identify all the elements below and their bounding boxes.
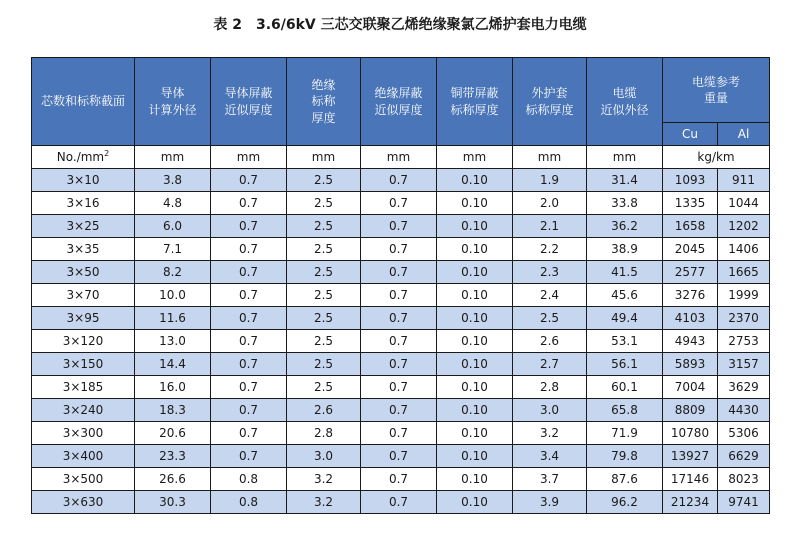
table-row [32, 215, 770, 238]
cell-conductor-diameter: 10.0 [135, 284, 211, 307]
cell-insulation-thickness: 3.2 [287, 468, 361, 491]
header-weight: 电缆参考 重量 [663, 58, 770, 123]
cell-weight-al: 8023 [718, 468, 770, 491]
cell-conductor-diameter: 7.1 [135, 238, 211, 261]
table-row [32, 376, 770, 399]
cell-cable-diameter: 71.9 [587, 422, 663, 445]
unit-conductor-screen: mm [211, 146, 287, 169]
cell-weight-cu: 1658 [663, 215, 718, 238]
header-conductor-screen: 导体屏蔽 近似厚度 [211, 58, 287, 146]
cell-insulation-thickness: 2.8 [287, 422, 361, 445]
cell-copper-tape: 0.10 [437, 192, 513, 215]
cell-conductor-screen: 0.7 [211, 215, 287, 238]
header-weight-cu: Cu [663, 123, 718, 146]
cell-copper-tape: 0.10 [437, 215, 513, 238]
cell-spec: 3×400 [32, 445, 135, 468]
cell-cable-diameter: 65.8 [587, 399, 663, 422]
cell-cable-diameter: 79.8 [587, 445, 663, 468]
cell-weight-cu: 8809 [663, 399, 718, 422]
cell-insulation-screen: 0.7 [361, 353, 437, 376]
table-row [32, 445, 770, 468]
header-spec: 芯数和标称截面 [32, 58, 135, 146]
cell-cable-diameter: 53.1 [587, 330, 663, 353]
unit-insulation-screen: mm [361, 146, 437, 169]
header-insulation-thickness: 绝缘 标称 厚度 [287, 58, 361, 146]
cell-weight-al: 1044 [718, 192, 770, 215]
cable-spec-table [31, 57, 770, 514]
cell-conductor-diameter: 8.2 [135, 261, 211, 284]
cell-outer-sheath: 2.5 [513, 307, 587, 330]
cell-cable-diameter: 87.6 [587, 468, 663, 491]
cell-conductor-screen: 0.7 [211, 376, 287, 399]
cell-cable-diameter: 36.2 [587, 215, 663, 238]
cell-outer-sheath: 2.2 [513, 238, 587, 261]
unit-spec: $No./mm^2$ [32, 146, 135, 169]
cell-outer-sheath: 3.7 [513, 468, 587, 491]
cell-copper-tape: 0.10 [437, 307, 513, 330]
table-row [32, 422, 770, 445]
cell-copper-tape: 0.10 [437, 353, 513, 376]
cell-weight-cu: 7004 [663, 376, 718, 399]
cell-weight-cu: 10780 [663, 422, 718, 445]
unit-weight: kg/km [663, 146, 770, 169]
cell-weight-al: 911 [718, 169, 770, 192]
cell-spec: 3×50 [32, 261, 135, 284]
header-weight-al: Al [718, 123, 770, 146]
cell-outer-sheath: 3.9 [513, 491, 587, 514]
cell-cable-diameter: 31.4 [587, 169, 663, 192]
cell-weight-cu: 17146 [663, 468, 718, 491]
cell-outer-sheath: 2.8 [513, 376, 587, 399]
table-row [32, 307, 770, 330]
cell-insulation-screen: 0.7 [361, 169, 437, 192]
cell-spec: 3×300 [32, 422, 135, 445]
cell-weight-al: 1665 [718, 261, 770, 284]
cell-conductor-screen: 0.7 [211, 284, 287, 307]
cell-weight-cu: 13927 [663, 445, 718, 468]
cell-conductor-screen: 0.8 [211, 491, 287, 514]
cell-insulation-thickness: 3.2 [287, 491, 361, 514]
cell-outer-sheath: 2.4 [513, 284, 587, 307]
cell-conductor-diameter: 4.8 [135, 192, 211, 215]
cell-weight-al: 9741 [718, 491, 770, 514]
cell-spec: 3×16 [32, 192, 135, 215]
cell-weight-cu: 2045 [663, 238, 718, 261]
cell-weight-al: 3629 [718, 376, 770, 399]
cell-outer-sheath: 2.3 [513, 261, 587, 284]
cell-spec: 3×630 [32, 491, 135, 514]
cell-conductor-diameter: 23.3 [135, 445, 211, 468]
cell-spec: 3×10 [32, 169, 135, 192]
cell-insulation-thickness: 2.5 [287, 192, 361, 215]
cell-insulation-thickness: 2.5 [287, 215, 361, 238]
header-outer-sheath: 外护套 标称厚度 [513, 58, 587, 146]
table-row [32, 261, 770, 284]
cell-outer-sheath: 2.6 [513, 330, 587, 353]
cell-copper-tape: 0.10 [437, 376, 513, 399]
cell-outer-sheath: 2.0 [513, 192, 587, 215]
cell-insulation-thickness: 2.5 [287, 376, 361, 399]
cell-conductor-diameter: 6.0 [135, 215, 211, 238]
header-conductor-diameter: 导体 计算外径 [135, 58, 211, 146]
cell-spec: 3×500 [32, 468, 135, 491]
cell-weight-cu: 21234 [663, 491, 718, 514]
cell-insulation-screen: 0.7 [361, 238, 437, 261]
cell-conductor-screen: 0.7 [211, 330, 287, 353]
cell-insulation-screen: 0.7 [361, 261, 437, 284]
cell-spec: 3×70 [32, 284, 135, 307]
table-row [32, 353, 770, 376]
cell-insulation-screen: 0.7 [361, 307, 437, 330]
cell-outer-sheath: 3.4 [513, 445, 587, 468]
cell-insulation-thickness: 2.5 [287, 169, 361, 192]
unit-outer-sheath: mm [513, 146, 587, 169]
cell-conductor-diameter: 13.0 [135, 330, 211, 353]
cell-weight-cu: 4103 [663, 307, 718, 330]
cell-insulation-thickness: 2.5 [287, 353, 361, 376]
header-cable-diameter: 电缆 近似外径 [587, 58, 663, 146]
header-insulation-screen: 绝缘屏蔽 近似厚度 [361, 58, 437, 146]
cell-conductor-screen: 0.7 [211, 238, 287, 261]
cell-weight-cu: 1093 [663, 169, 718, 192]
cell-conductor-screen: 0.7 [211, 445, 287, 468]
cell-copper-tape: 0.10 [437, 445, 513, 468]
cell-cable-diameter: 60.1 [587, 376, 663, 399]
cell-conductor-diameter: 18.3 [135, 399, 211, 422]
cell-spec: 3×95 [32, 307, 135, 330]
cell-weight-cu: 1335 [663, 192, 718, 215]
cell-cable-diameter: 33.8 [587, 192, 663, 215]
cell-weight-al: 6629 [718, 445, 770, 468]
cell-weight-al: 3157 [718, 353, 770, 376]
cell-insulation-thickness: 2.5 [287, 307, 361, 330]
cell-conductor-diameter: 26.6 [135, 468, 211, 491]
cell-insulation-screen: 0.7 [361, 215, 437, 238]
cell-insulation-screen: 0.7 [361, 192, 437, 215]
cell-outer-sheath: 3.2 [513, 422, 587, 445]
cell-conductor-diameter: 3.8 [135, 169, 211, 192]
cell-insulation-thickness: 2.5 [287, 238, 361, 261]
cell-insulation-screen: 0.7 [361, 284, 437, 307]
table-row [32, 399, 770, 422]
cell-conductor-diameter: 14.4 [135, 353, 211, 376]
cell-copper-tape: 0.10 [437, 238, 513, 261]
cell-weight-al: 2370 [718, 307, 770, 330]
cell-weight-cu: 3276 [663, 284, 718, 307]
table-row [32, 169, 770, 192]
cell-outer-sheath: 3.0 [513, 399, 587, 422]
cell-insulation-screen: 0.7 [361, 445, 437, 468]
header-copper-tape-screen: 铜带屏蔽 标称厚度 [437, 58, 513, 146]
cell-spec: 3×150 [32, 353, 135, 376]
cell-cable-diameter: 41.5 [587, 261, 663, 284]
cell-conductor-screen: 0.7 [211, 307, 287, 330]
cell-insulation-thickness: 2.5 [287, 330, 361, 353]
cell-insulation-screen: 0.7 [361, 491, 437, 514]
cell-cable-diameter: 45.6 [587, 284, 663, 307]
cell-insulation-screen: 0.7 [361, 330, 437, 353]
cell-cable-diameter: 96.2 [587, 491, 663, 514]
cell-weight-al: 1202 [718, 215, 770, 238]
cell-insulation-thickness: 2.5 [287, 284, 361, 307]
cell-conductor-screen: 0.7 [211, 353, 287, 376]
cell-conductor-screen: 0.7 [211, 422, 287, 445]
table-title: 表 2 3.6/6kV 三芯交联聚乙烯绝缘聚氯乙烯护套电力电缆 [213, 17, 587, 33]
table-row [32, 491, 770, 514]
cell-cable-diameter: 49.4 [587, 307, 663, 330]
cell-copper-tape: 0.10 [437, 468, 513, 491]
cell-insulation-screen: 0.7 [361, 399, 437, 422]
table-row [32, 330, 770, 353]
table-row [32, 192, 770, 215]
cell-spec: 3×240 [32, 399, 135, 422]
cell-conductor-screen: 0.7 [211, 399, 287, 422]
cell-conductor-screen: 0.7 [211, 169, 287, 192]
cell-conductor-diameter: 30.3 [135, 491, 211, 514]
cell-copper-tape: 0.10 [437, 399, 513, 422]
cell-insulation-screen: 0.7 [361, 468, 437, 491]
cell-outer-sheath: 2.1 [513, 215, 587, 238]
table-row [32, 284, 770, 307]
cell-spec: 3×185 [32, 376, 135, 399]
cell-outer-sheath: 2.7 [513, 353, 587, 376]
cell-conductor-diameter: 16.0 [135, 376, 211, 399]
unit-cable-diameter: mm [587, 146, 663, 169]
cell-cable-diameter: 56.1 [587, 353, 663, 376]
cell-copper-tape: 0.10 [437, 491, 513, 514]
cell-copper-tape: 0.10 [437, 330, 513, 353]
cell-insulation-thickness: 3.0 [287, 445, 361, 468]
cell-weight-al: 2753 [718, 330, 770, 353]
cell-copper-tape: 0.10 [437, 422, 513, 445]
cell-copper-tape: 0.10 [437, 169, 513, 192]
cell-weight-al: 1999 [718, 284, 770, 307]
cell-outer-sheath: 1.9 [513, 169, 587, 192]
cell-spec: 3×120 [32, 330, 135, 353]
cell-conductor-screen: 0.7 [211, 192, 287, 215]
cell-insulation-thickness: 2.6 [287, 399, 361, 422]
cell-weight-al: 5306 [718, 422, 770, 445]
cell-weight-cu: 5893 [663, 353, 718, 376]
cell-spec: 3×35 [32, 238, 135, 261]
cell-weight-al: 1406 [718, 238, 770, 261]
cell-insulation-thickness: 2.5 [287, 261, 361, 284]
cell-copper-tape: 0.10 [437, 284, 513, 307]
cell-insulation-screen: 0.7 [361, 422, 437, 445]
cell-spec: 3×25 [32, 215, 135, 238]
table-row [32, 468, 770, 491]
unit-conductor-diameter: mm [135, 146, 211, 169]
cell-conductor-diameter: 11.6 [135, 307, 211, 330]
unit-copper-tape: mm [437, 146, 513, 169]
cell-conductor-screen: 0.7 [211, 261, 287, 284]
cell-insulation-screen: 0.7 [361, 376, 437, 399]
cell-cable-diameter: 38.9 [587, 238, 663, 261]
table-row [32, 238, 770, 261]
cell-weight-cu: 2577 [663, 261, 718, 284]
cell-conductor-diameter: 20.6 [135, 422, 211, 445]
cell-conductor-screen: 0.8 [211, 468, 287, 491]
cell-weight-cu: 4943 [663, 330, 718, 353]
unit-insulation: mm [287, 146, 361, 169]
cell-copper-tape: 0.10 [437, 261, 513, 284]
cell-weight-al: 4430 [718, 399, 770, 422]
units-row [32, 146, 770, 169]
